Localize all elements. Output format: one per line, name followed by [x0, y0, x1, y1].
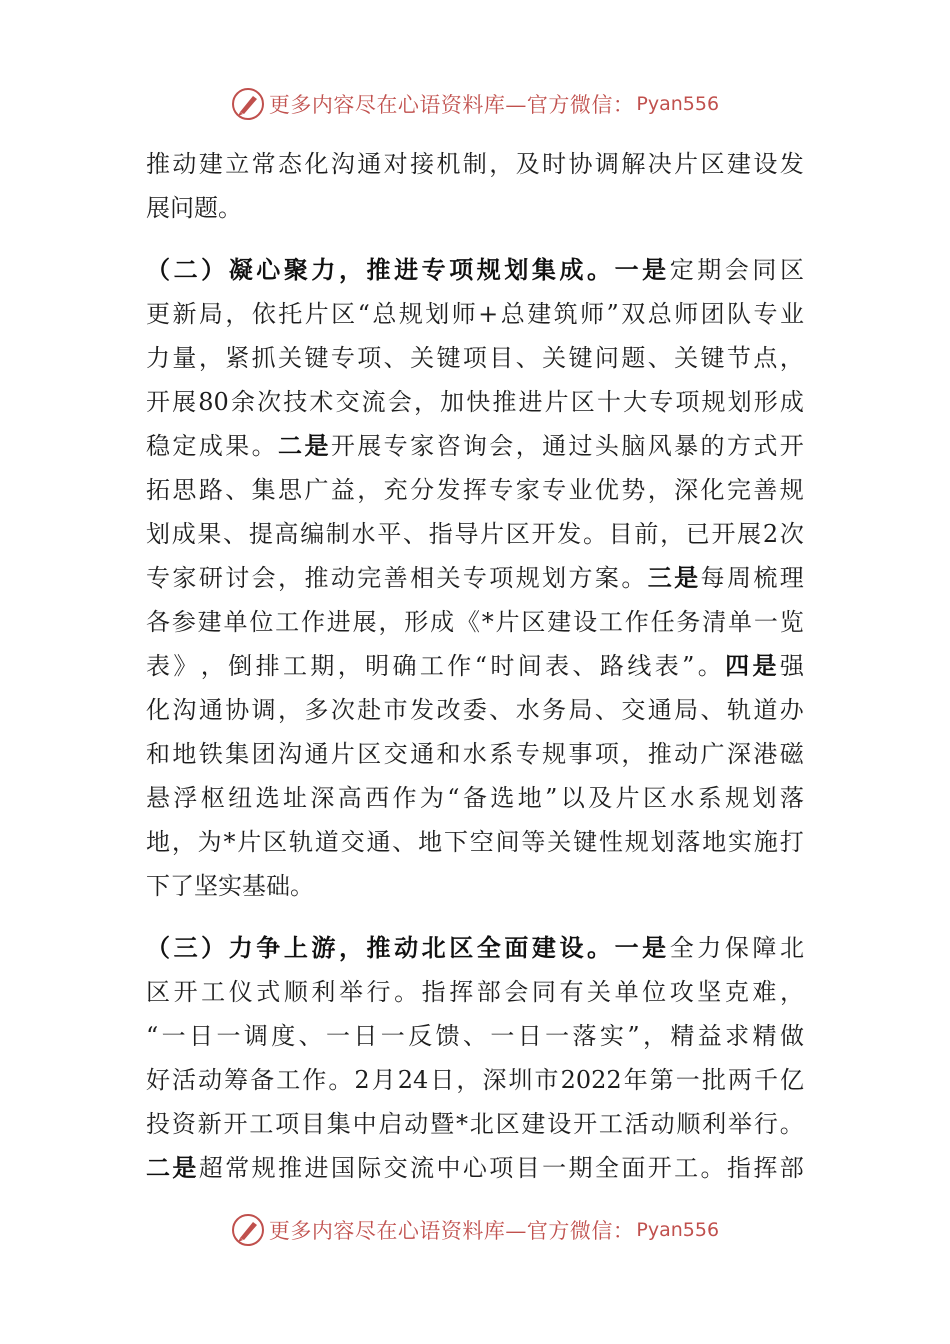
text-line: 拓 思 路 、 集 思 广 益 ， 充 分 发 挥 专 家 专 业 优 势 ， 深 化 完 善 规 [146, 476, 804, 504]
text-line: （ 三 ） 力 争 上 游 ， 推 动 北 区 全 面 建 设 。 一 是 全 力 保 障 北 [146, 933, 804, 962]
text-line: 悬 浮 枢 纽 选 址 深 高 西 作 为 “ 备 选 地 ” 以 及 片 区 水 系 规 划 落 [146, 784, 804, 812]
text-line: 稳 定 成 果 。 二 是 开 展 专 家 咨 询 会 ， 通 过 头 脑 风 暴 的 方 式 开 [146, 431, 804, 460]
text-line: 和 地 铁 集 团 沟 通 片 区 交 通 和 水 系 专 规 事 项 ， 推 动 广 深 港 磁 [146, 740, 804, 768]
text-line: 推 动 建 立 常 态 化 沟 通 对 接 机 制 ， 及 时 协 调 解 决 片 区 建 设 发 [146, 150, 804, 178]
footer-watermark-banner [0, 1210, 950, 1250]
text-line: 力 量 ， 紧 抓 关 键 专 项 、 关 键 项 目 、 关 键 问 题 、 关 键 节 点 ， [146, 344, 804, 372]
pen-logo-icon [231, 87, 265, 121]
text-line: 专 家 研 讨 会 ， 推 动 完 善 相 关 专 项 规 划 方 案 。 三 是 每 周 梳 理 [146, 563, 804, 592]
pen-logo-icon [231, 1213, 265, 1247]
text-line: 区 开 工 仪 式 顺 利 举 行 。 指 挥 部 会 同 有 关 单 位 攻 坚 克 难 ， [146, 978, 804, 1006]
text-line: 好 活 动 筹 备 工 作 。 2 月 24 日 ， 深 圳 市 2022 年 第 一 批 两 千 亿 [146, 1066, 804, 1094]
text-line: 开 展 80 余 次 技 术 交 流 会 ， 加 快 推 进 片 区 十 大 专 项 规 划 形 成 [146, 388, 804, 416]
paragraph-gap [146, 230, 804, 248]
text-line: “ 一 日 一 调 度 、 一 日 一 反 馈 、 一 日 一 落 实 ” ， 精 益 求 精 做 [146, 1022, 804, 1050]
text-line: 各 参 建 单 位 工 作 进 展 ， 形 成 《 * 片 区 建 设 工 作 任 务 清 单 一 览 [146, 608, 804, 636]
banner-text: 更多内容尽在心语资料库—官方微信： [268, 93, 635, 117]
banner-wechat-id: Pyan556 [636, 93, 720, 115]
text-line: 地 ， 为 * 片 区 轨 道 交 通 、 地 下 空 间 等 关 键 性 规 划 落 地 实 施 打 [146, 828, 804, 856]
banner-text: 更多内容尽在心语资料库—官方微信： [268, 1219, 635, 1243]
text-line: 二 是 超 常 规 推 进 国 际 交 流 中 心 项 目 一 期 全 面 开 工 。 指 挥 部 [146, 1153, 804, 1182]
text-line: 更 新 局 ， 依 托 片 区 “ 总 规 划 师 + 总 建 筑 师 ” 双 总 师 团 队 专 业 [146, 300, 804, 328]
text-line: 下 了 坚 实 基 础 。 [146, 872, 314, 900]
banner-wechat-id: Pyan556 [636, 1219, 720, 1241]
text-line: 展 问 题 。 [146, 194, 242, 222]
text-line: 投 资 新 开 工 项 目 集 中 启 动 暨 * 北 区 建 设 开 工 活 动 顺 利 举 行 。 [146, 1110, 804, 1138]
document-body [146, 142, 804, 1190]
text-line: 划 成 果 、 提 高 编 制 水 平 、 指 导 片 区 开 发 。 目 前 ， 已 开 展 2 次 [146, 520, 804, 548]
text-line: 表 》 ， 倒 排 工 期 ， 明 确 工 作 “ 时 间 表 、 路 线 表 ” 。 四 是 强 [146, 651, 804, 680]
header-watermark-banner [0, 84, 950, 124]
text-line: 化 沟 通 协 调 ， 多 次 赴 市 发 改 委 、 水 务 局 、 交 通 局 、 轨 道 办 [146, 696, 804, 724]
paragraph-gap [146, 908, 804, 926]
text-line: （ 二 ） 凝 心 聚 力 ， 推 进 专 项 规 划 集 成 。 一 是 定 期 会 同 区 [146, 255, 804, 284]
